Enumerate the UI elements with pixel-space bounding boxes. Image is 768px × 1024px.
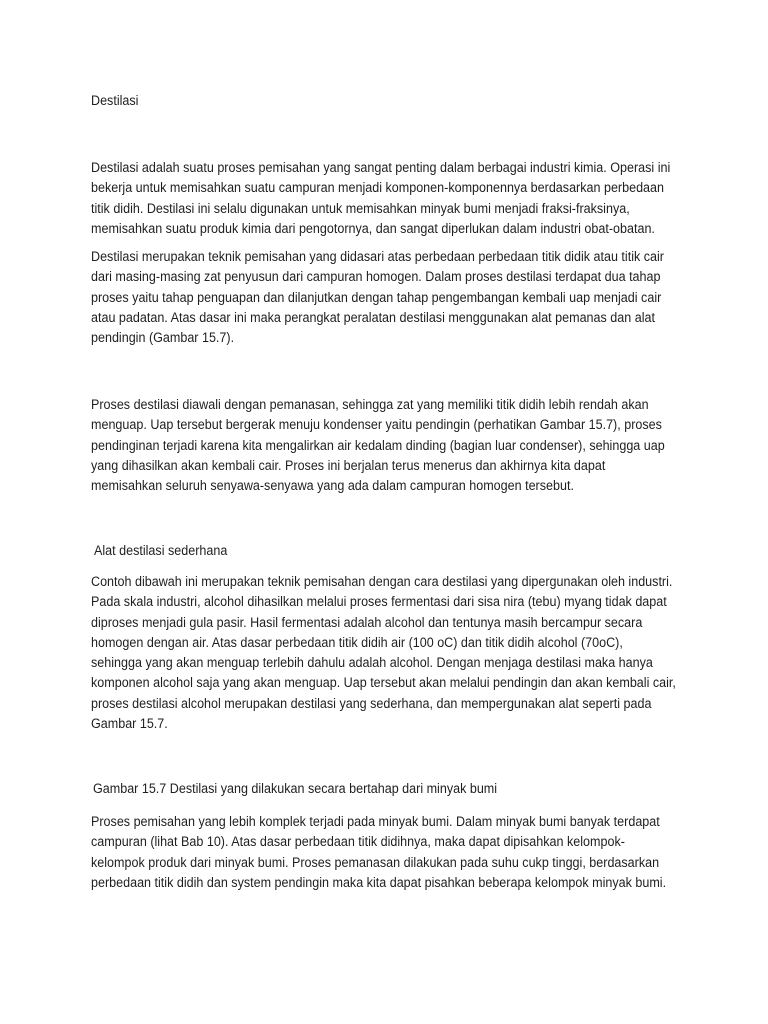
text-line: memisahkan seluruh senyawa-senyawa yang ada dalam campuran homogen tersebut. (91, 478, 574, 494)
text-line: kelompok produk dari minyak bumi. Proses pemanasan dilakukan pada suhu cukp tinggi, berdasarkan (91, 854, 660, 870)
text-line: proses destilasi alcohol merupakan destilasi yang sederhana, dan mempergunakan alat seperti pada (91, 695, 652, 711)
paragraph-definition (91, 158, 731, 239)
figure-caption-block (93, 779, 733, 799)
paragraph-petroleum (91, 812, 731, 893)
text-line: yang dihasilkan akan kembali cair. Proses ini berjalan terus menerus dan akhirnya kita dapat (91, 457, 606, 473)
text-line: Contoh dibawah ini merupakan teknik pemisahan dengan cara destilasi yang dipergunakan oleh industri. (91, 574, 673, 589)
text-line: titik didih. Destilasi ini selalu digunakan untuk memisahkan minyak bumi menjadi fraksi-fraksinya, (91, 200, 630, 216)
text-line: Pada skala industri, alcohol dihasilkan melalui proses fermentasi dari sisa nira (tebu) myang tidak dapat (91, 594, 667, 610)
text-line: Gambar 15.7. (91, 716, 168, 732)
document-title: Destilasi (91, 93, 139, 108)
text-line: diproses menjadi gula pasir. Hasil fermentasi adalah alcohol dan tentunya masih bercampur secara (91, 614, 643, 630)
text-line: pendingin (Gambar 15.7). (91, 330, 235, 346)
text-line: pendinginan terjadi karena kita mengalirkan air kedalam dinding (bagian luar condenser), sehingga uap (91, 437, 665, 453)
text-line: Proses destilasi diawali dengan pemanasan, sehingga zat yang memiliki titik didih lebih rendah akan (91, 397, 649, 412)
text-line: Destilasi merupakan teknik pemisahan yang didasari atas perbedaan perbedaan titik didik atau titik cair (91, 249, 664, 264)
text-line: perbedaan titik didih dan system pendingin maka kita dapat pisahkan beberapa kelompok minyak bumi. (91, 874, 667, 890)
text-line: atau padatan. Atas dasar ini maka perangkat peralatan destilasi menggunakan alat pemanas dan alat (91, 309, 655, 325)
text-line: memisahkan suatu produk kimia dari pengotornya, dan sangat diperlukan dalam industri obat-obatan. (91, 220, 655, 236)
text-line: menguap. Uap tersebut bergerak menuju kondenser yaitu pendingin (perhatikan Gambar 15.7), proses (91, 417, 662, 433)
text-line: komponen alcohol saja yang akan menguap. Uap tersebut akan melalui pendingin dan akan kembali cair, (91, 675, 676, 691)
paragraph-process (91, 395, 731, 496)
text-line: proses yaitu tahap penguapan dan dilanjutkan dengan tahap pengembangan kembali uap menjadi cair (91, 289, 662, 305)
text-line: sehingga yang akan menguap terlebih dahulu adalah alcohol. Dengan menjaga destilasi maka hanya (91, 655, 653, 671)
paragraph-technique (91, 247, 731, 348)
text-line: Proses pemisahan yang lebih komplek terjadi pada minyak bumi. Dalam minyak bumi banyak terdapat (91, 814, 660, 829)
figure-caption: Gambar 15.7 Destilasi yang dilakukan secara bertahap dari minyak bumi (93, 781, 498, 796)
text-line: dari masing-masing zat penyusun dari campuran homogen. Dalam proses destilasi terdapat dua tahap (91, 269, 661, 285)
text-line: bekerja untuk memisahkan suatu campuran menjadi komponen-komponennya berdasarkan perbedaan (91, 180, 665, 196)
text-line: homogen dengan air. Atas dasar perbedaan titik didih air (100 oC) dan titik didih alcohol (70oC), (91, 634, 623, 650)
document-title-block (91, 91, 731, 111)
text-line: campuran (lihat Bab 10). Atas dasar perbedaan titik didihnya, maka dapat dipisahkan kelompok- (91, 834, 625, 850)
section-heading-block (94, 541, 734, 561)
section-heading: Alat destilasi sederhana (94, 543, 228, 558)
paragraph-simple-distillation (91, 572, 731, 734)
text-line: Destilasi adalah suatu proses pemisahan yang sangat penting dalam berbagai industri kimia. Operasi ini (91, 160, 671, 175)
